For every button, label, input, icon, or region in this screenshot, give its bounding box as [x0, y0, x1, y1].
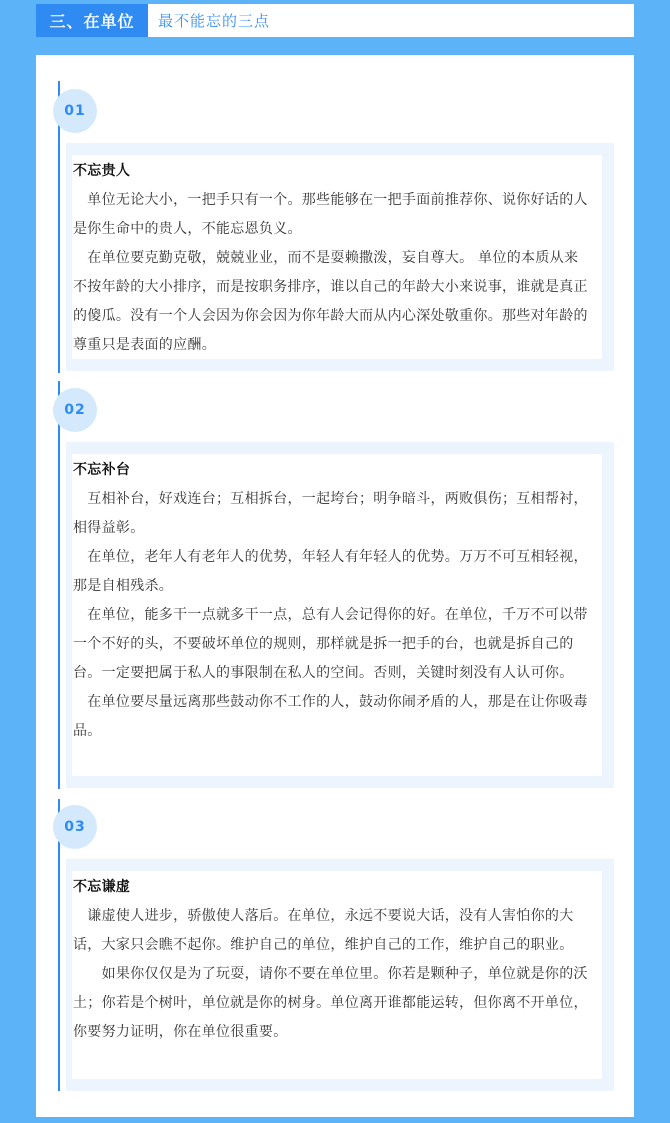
paragraph: 互相补台，好戏连台；互相拆台，一起垮台；明争暗斗，两败俱伤；互相帮衬，相得益彰。 — [73, 491, 588, 536]
section-title: 不忘补台 — [73, 462, 131, 478]
paragraph: 在单位，能多干一点就多干一点，总有人会记得你的好。在单位，千万不可以带一个不好的头，不要破坏单位的规则，那样就是拆一把手的台，也就是拆自己的台。一定要把属于私人的事限制在私人的空间。否则，关键时刻没有人认可你。 — [73, 607, 588, 681]
section-tag: 三、在单位 — [36, 4, 148, 37]
section-text — [73, 157, 588, 360]
section-02 — [58, 381, 614, 789]
section-subtitle: 最不能忘的三点 — [158, 12, 271, 30]
paragraph: 单位无论大小，一把手只有一个。那些能够在一把手面前推荐你、说你好话的人是你生命中的贵人，不能忘恩负义。 — [73, 192, 588, 237]
section-title: 不忘谦虚 — [73, 879, 131, 895]
section-text — [73, 456, 588, 746]
section-title: 不忘贵人 — [73, 163, 131, 179]
paragraph: 谦虚使人进步，骄傲使人落后。在单位，永远不要说大话，没有人害怕你的大话，大家只会瞧不起你。维护自己的单位，维护自己的工作，维护自己的职业。 — [73, 908, 574, 953]
content-card — [36, 55, 634, 1117]
section-03 — [58, 799, 614, 1091]
paragraph: 在单位，老年人有老年人的优势，年轻人有年轻人的优势。万万不可互相轻视，那是自相残杀。 — [73, 549, 588, 594]
section-number: 03 — [53, 805, 97, 849]
section-number: 01 — [53, 89, 97, 133]
timeline-line — [58, 381, 60, 789]
section-number: 02 — [53, 388, 97, 432]
paragraph: 如果你仅仅是为了玩耍，请你不要在单位里。你若是颗种子，单位就是你的沃土；你若是个树叶，单位就是你的树身。单位离开谁都能运转，但你离不开单位，你要努力证明，你在单位很重要。 — [73, 966, 588, 1040]
section-01 — [58, 81, 614, 373]
paragraph: 在单位要尽量远离那些鼓动你不工作的人，鼓动你闹矛盾的人，那是在让你吸毒品。 — [73, 694, 588, 739]
section-header — [36, 4, 634, 37]
section-text — [73, 873, 588, 1047]
paragraph: 在单位要克勤克敬，兢兢业业，而不是耍赖撒泼，妄自尊大。 单位的本质从来不按年龄的大小排序，而是按职务排序，谁以自己的年龄大小来说事，谁就是真正的傻瓜。没有一个人会因为你会因为你年龄大而从内心深处敬重你。那些对年龄的尊重只是表面的应酬。 — [73, 250, 588, 353]
